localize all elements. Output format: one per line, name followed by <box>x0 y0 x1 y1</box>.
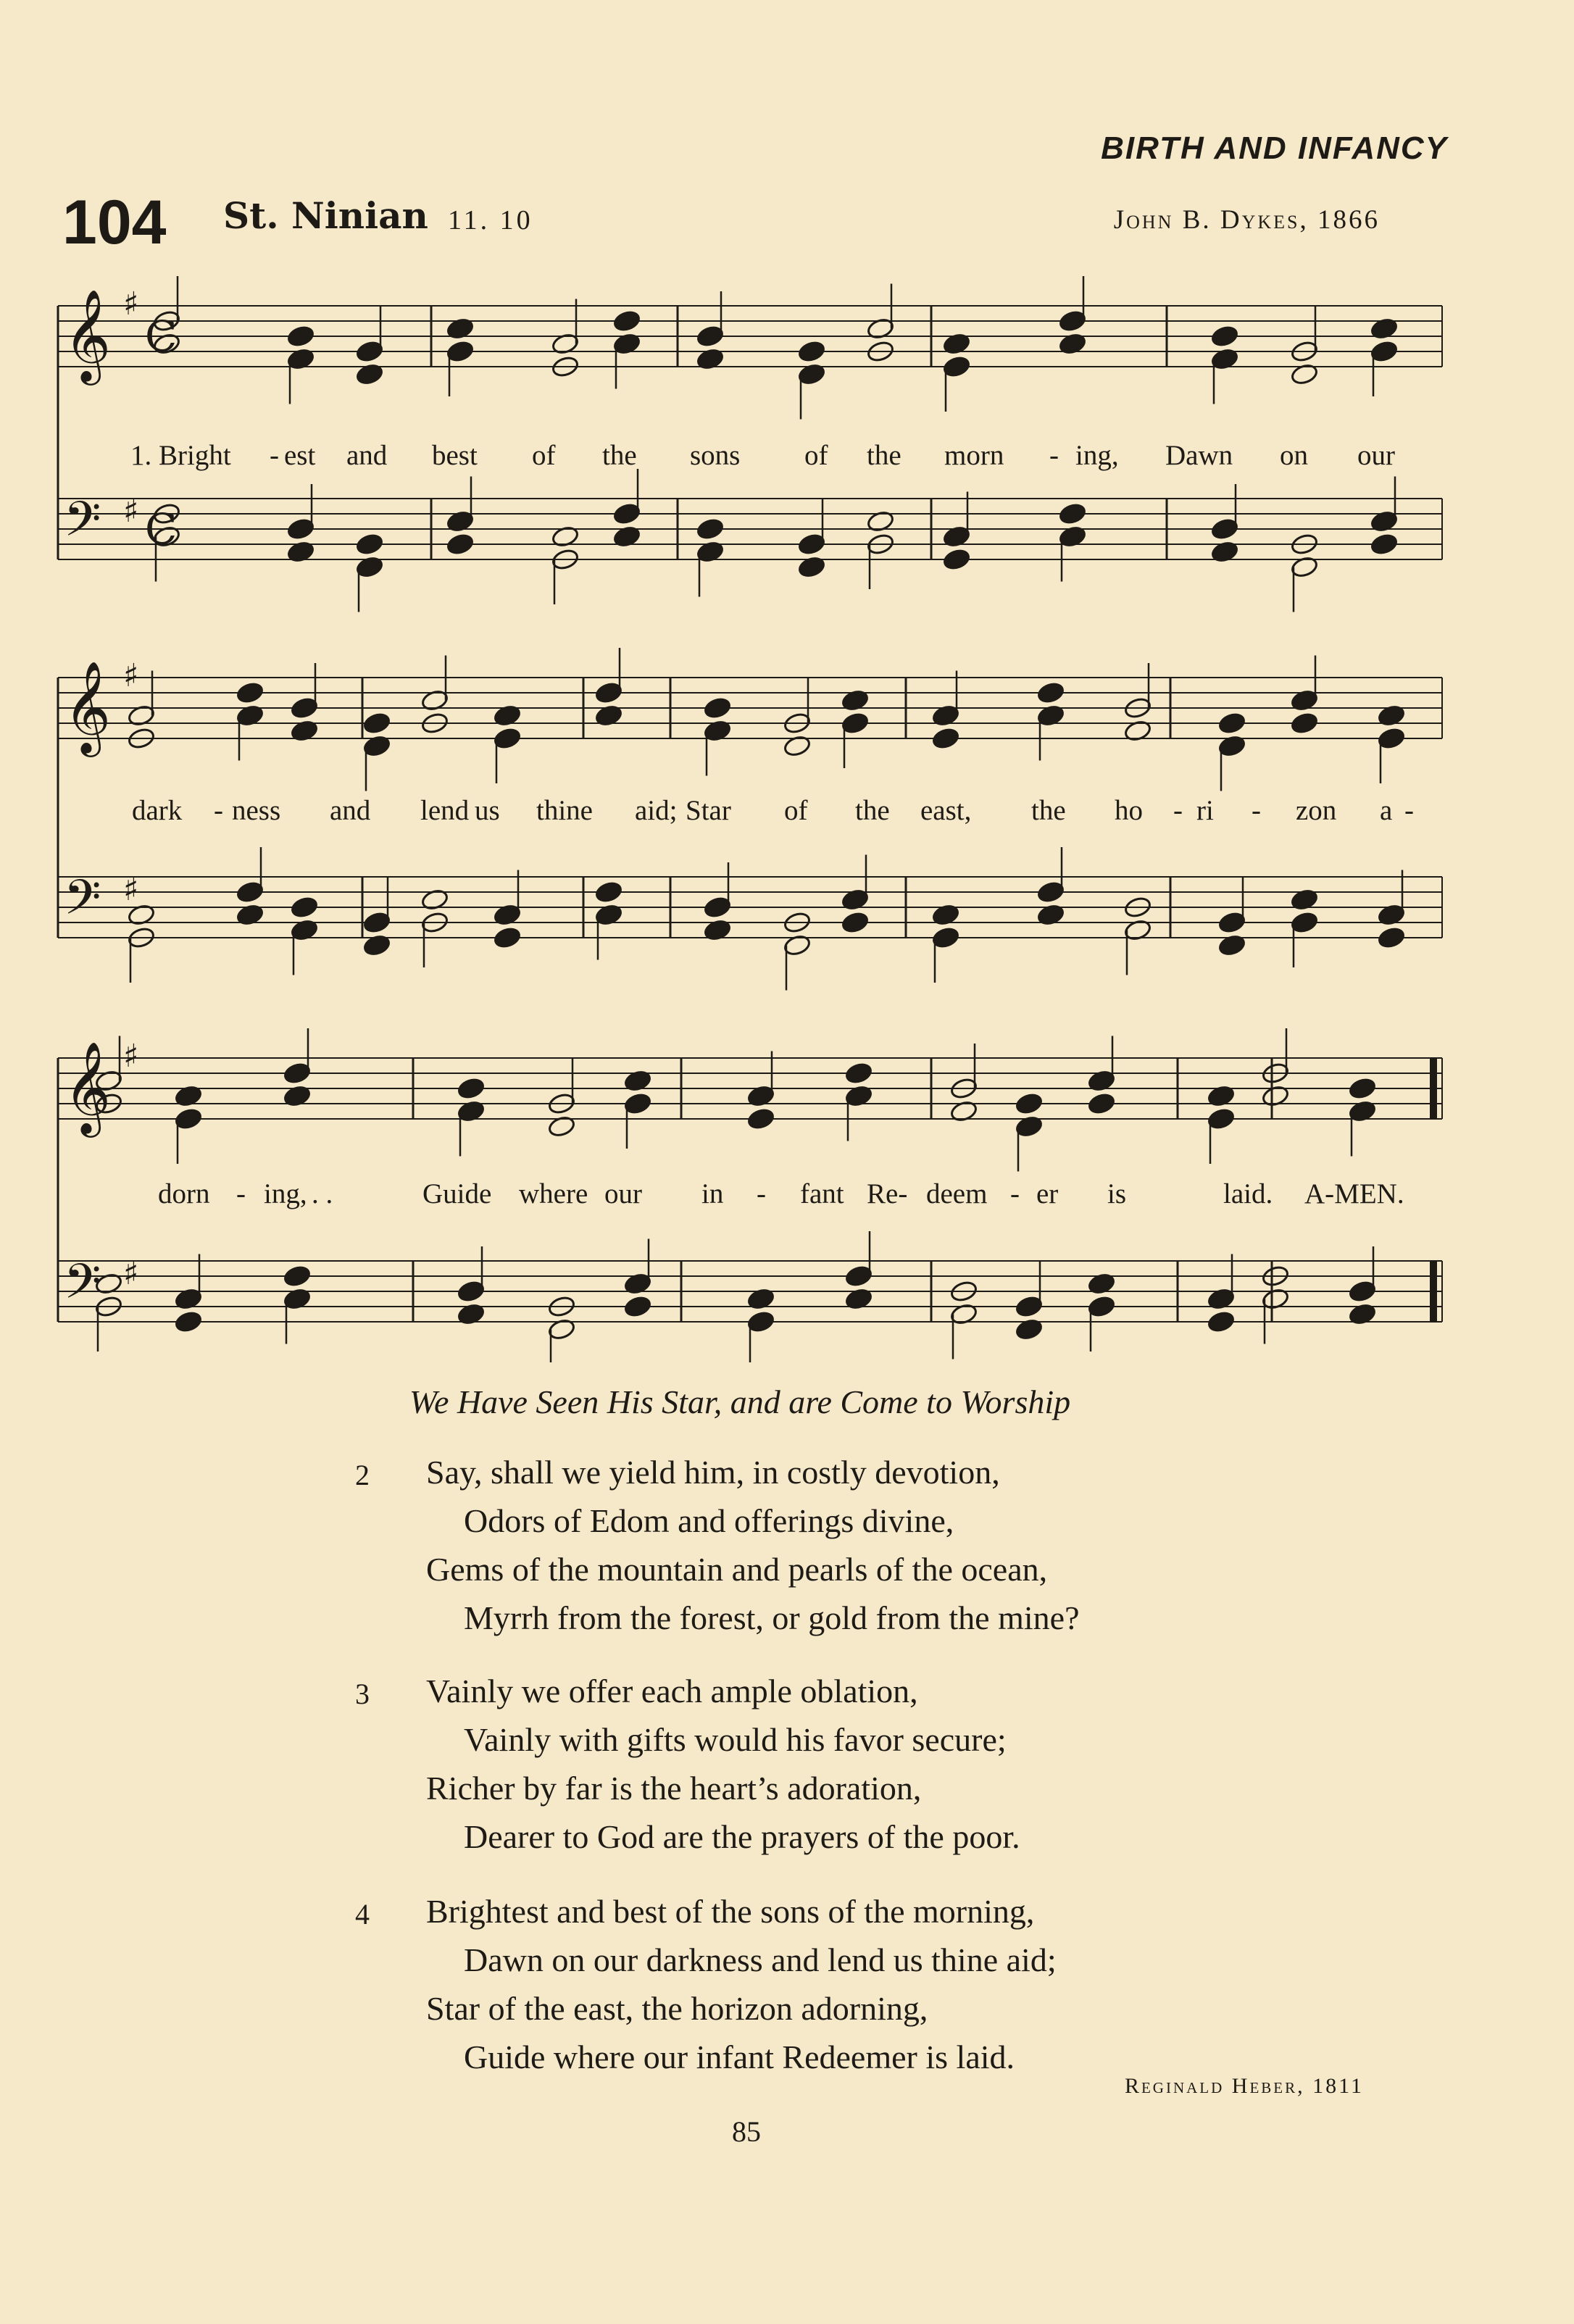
lyric-syllable: - <box>270 440 279 471</box>
lyric-syllable: laid. <box>1223 1178 1273 1209</box>
notehead <box>594 880 622 904</box>
stanza-line: Dawn on our darkness and lend us thine aid; <box>464 1941 1057 1978</box>
treble-clef: 𝄞 <box>64 660 112 753</box>
lyric-syllable: - <box>214 795 223 826</box>
hymn-number: 104 <box>62 188 167 257</box>
lyric-syllable: deem <box>926 1178 988 1209</box>
bass-clef: 𝄢 <box>64 1254 101 1321</box>
stanza-line: Vainly with gifts would his favor secure; <box>464 1721 1007 1758</box>
notehead <box>283 1265 311 1288</box>
lyric-syllable: us <box>475 795 500 826</box>
lyric-syllable: zon <box>1296 795 1337 826</box>
notehead <box>1036 681 1065 704</box>
notehead <box>355 533 383 556</box>
meter: 11. 10 <box>448 205 533 236</box>
stanza-line: Odors of Edom and offerings divine, <box>464 1502 954 1539</box>
lyric-syllable: the <box>1031 795 1066 826</box>
sharp-sign: ♯ <box>123 657 139 694</box>
section-heading: BIRTH AND INFANCY <box>1101 130 1448 166</box>
bass-clef: 𝄢 <box>64 491 101 559</box>
stanza-line: Myrrh from the forest, or gold from the mine? <box>464 1599 1080 1636</box>
lyric-syllable: Guide <box>422 1178 492 1209</box>
notehead <box>1058 502 1086 525</box>
lyric-syllable: fant <box>800 1178 844 1209</box>
notehead <box>746 1107 775 1130</box>
lyric-syllable: the <box>602 440 637 471</box>
lyric-syllable: - <box>1010 1178 1020 1209</box>
stanza-line: Richer by far is the heart’s adoration, <box>426 1770 922 1807</box>
stanza-line: Gems of the mountain and pearls of the ocean, <box>426 1551 1048 1588</box>
notehead <box>493 926 521 949</box>
sharp-sign: ♯ <box>123 1038 139 1075</box>
notehead <box>1207 1310 1235 1333</box>
lyric-syllable: in <box>701 1178 724 1209</box>
notehead <box>362 712 391 735</box>
lyric-syllable: er <box>1036 1178 1059 1209</box>
lyric-syllable: ho <box>1115 795 1143 826</box>
bass-clef: 𝄢 <box>64 870 101 937</box>
notehead <box>1370 533 1398 556</box>
sharp-sign: ♯ <box>123 1255 139 1292</box>
stanza-number: 2 <box>355 1459 370 1491</box>
stanza-line: Dearer to God are the prayers of the poor. <box>464 1818 1020 1855</box>
lyric-syllable: and <box>346 440 388 471</box>
sharp-sign: ♯ <box>123 871 139 908</box>
lyric-syllable: ri <box>1196 795 1214 826</box>
lyric-syllable: east, <box>920 795 972 826</box>
lyric-syllable: dark <box>132 795 183 826</box>
lyric-syllable: ing, <box>1075 440 1119 471</box>
notehead <box>1087 1092 1115 1115</box>
notehead <box>1377 926 1405 949</box>
lyric-syllable: of <box>784 795 808 826</box>
lyric-syllable: - <box>1404 795 1414 826</box>
lyric-syllable: Dawn <box>1165 440 1233 471</box>
stanza-number: 3 <box>355 1678 370 1710</box>
lyric-syllable: Star <box>686 795 731 826</box>
notehead <box>286 325 315 348</box>
notehead <box>931 727 959 750</box>
lyric-syllable: - <box>757 1178 766 1209</box>
lyric-syllable: the <box>867 440 901 471</box>
lyric-syllable: our <box>1357 440 1395 471</box>
lyric-syllable: our <box>604 1178 642 1209</box>
treble-clef: 𝄞 <box>64 288 112 381</box>
lyric-syllable: A-MEN. <box>1304 1178 1404 1209</box>
notehead <box>1015 1092 1043 1115</box>
lyric-syllable: sons <box>690 440 741 471</box>
lyric-syllable: lend <box>420 795 470 826</box>
lyric-syllable: morn <box>944 440 1004 471</box>
lyric-syllable: best <box>432 440 478 471</box>
lyric-syllable: is <box>1107 1178 1127 1209</box>
notehead <box>696 517 724 541</box>
notehead <box>1217 712 1246 735</box>
stanza-line: Say, shall we yield him, in costly devotion, <box>426 1454 1000 1491</box>
notehead <box>1290 712 1318 735</box>
notehead <box>942 548 970 571</box>
stanza-number: 4 <box>355 1898 370 1931</box>
lyric-syllable: est <box>284 440 316 471</box>
sharp-sign: ♯ <box>123 493 139 530</box>
stanza-line: Brightest and best of the sons of the morning, <box>426 1893 1035 1930</box>
notehead <box>457 1077 485 1100</box>
notehead <box>844 1062 873 1085</box>
lyric-syllable: ing, <box>264 1178 307 1209</box>
lyric-syllable: a <box>1380 795 1393 826</box>
page-number: 85 <box>732 2115 761 2148</box>
stanza-line: Star of the east, the horizon adorning, <box>426 1990 928 2027</box>
lyric-syllable: on <box>1280 440 1308 471</box>
time-signature: C <box>145 504 178 554</box>
notehead <box>174 1310 202 1333</box>
lyric-syllable: . . <box>312 1178 333 1209</box>
notehead <box>1348 1077 1376 1100</box>
sharp-sign: ♯ <box>123 286 139 322</box>
notehead <box>1210 325 1238 348</box>
lyric-syllable: - <box>236 1178 246 1209</box>
lyric-syllable: and <box>330 795 371 826</box>
lyric-syllable: - <box>1173 795 1183 826</box>
stanza-line: Vainly we offer each ample oblation, <box>426 1673 918 1709</box>
tune-name: St. Ninian <box>223 194 428 237</box>
notehead <box>446 533 474 556</box>
author: Reginald Heber, 1811 <box>1124 2074 1364 2098</box>
lyric-syllable: Re- <box>867 1178 908 1209</box>
lyric-syllable: thine <box>536 795 593 826</box>
lyric-syllable: aid; <box>635 795 678 826</box>
notehead <box>623 1295 651 1318</box>
lyric-syllable: ness <box>232 795 281 826</box>
notehead <box>841 911 869 934</box>
lyric-syllable: the <box>855 795 890 826</box>
notehead <box>236 681 264 704</box>
lyric-syllable: 1. Bright <box>130 440 231 471</box>
stanza-line: Guide where our infant Redeemer is laid. <box>464 2038 1015 2075</box>
lyric-syllable: - <box>1049 440 1059 471</box>
notehead <box>797 340 825 363</box>
notehead <box>703 696 731 720</box>
notehead <box>612 309 641 333</box>
lyric-syllable: of <box>532 440 556 471</box>
notehead <box>290 896 318 919</box>
lyric-syllable: dorn <box>158 1178 210 1209</box>
lyric-syllable: - <box>1252 795 1261 826</box>
composer: John B. Dykes, 1866 <box>1113 205 1380 235</box>
treble-clef: 𝄞 <box>64 1041 112 1133</box>
lyric-syllable: of <box>804 440 828 471</box>
hymn-subtitle: We Have Seen His Star, and are Come to Worship <box>409 1383 1071 1420</box>
time-signature: C <box>145 312 178 361</box>
lyric-syllable: where <box>519 1178 588 1209</box>
